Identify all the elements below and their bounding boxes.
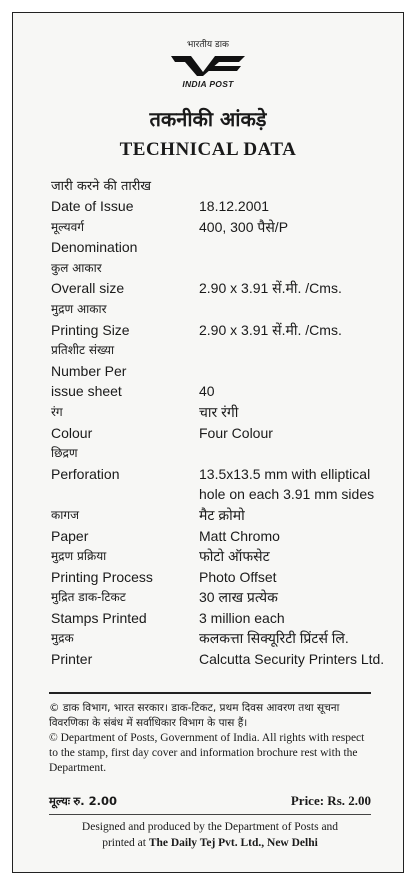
row-label: रंग: [51, 404, 63, 419]
data-row: [51, 443, 411, 464]
row-label: प्रतिशीट संख्या: [51, 343, 115, 358]
data-row: [51, 340, 411, 361]
row-label: Stamps Printed: [51, 609, 147, 626]
issue-date-hindi-label: जारी करने की तारीख: [51, 179, 152, 194]
row-label: कुल आकार: [51, 260, 102, 275]
india-post-logo: [13, 37, 403, 89]
row-label: मूल्यवर्ग: [51, 219, 85, 234]
row-label: मुद्रण आकार: [51, 301, 107, 316]
credits-footer: [49, 819, 371, 851]
row-value: Calcutta Security Printers Ltd.: [199, 651, 385, 668]
data-row: [51, 567, 411, 588]
price-hindi-value: रु. 2.00: [73, 794, 118, 808]
row-value: चार रंगी: [199, 403, 239, 420]
data-row: [51, 423, 411, 444]
row-label: Printing Process: [51, 568, 153, 585]
data-row: [51, 361, 411, 382]
data-row: [51, 196, 411, 217]
row-label: मुद्रक: [51, 631, 74, 646]
printer-name: The Daily Tej Pvt. Ltd., New Delhi: [148, 837, 318, 849]
price-hindi: [49, 793, 117, 809]
row-value: 18.12.2001: [199, 198, 270, 214]
price-english: Price: Rs. 2.00: [290, 793, 371, 808]
data-row: [51, 299, 411, 320]
row-label: Printer: [51, 651, 93, 668]
copyright-notes: [49, 701, 371, 776]
row-value: 2.90 x 3.91 सें.मी. /Cms.: [199, 280, 342, 297]
page-title: TECHNICAL DATA: [119, 139, 297, 160]
copyright-english: © Department of Posts, Government of India. All rights with respect to the stamp, first day cover and information brochure rest with the Department.: [49, 732, 365, 774]
row-value: फोटो ऑफसेट: [199, 548, 270, 565]
row-label: मुद्रण प्रक्रिया: [51, 549, 107, 564]
row-value: मैट क्रोमो: [199, 506, 245, 523]
logo-text: INDIA POST: [182, 79, 234, 89]
row-value: hole on each 3.91 mm sides: [199, 486, 375, 503]
row-value: 13.5x13.5 mm with elliptical: [199, 465, 371, 482]
row-value: 30 लाख प्रत्येक: [199, 589, 278, 606]
data-row: [51, 587, 411, 608]
data-row: [51, 381, 411, 402]
credits-line-2: printed at The Daily Tej Pvt. Ltd., New Delhi: [102, 837, 318, 849]
data-row: [51, 402, 411, 423]
data-row: [51, 608, 411, 629]
row-label: कागज: [51, 507, 79, 522]
row-label: Number Per: [51, 362, 127, 379]
footer-divider: [49, 814, 371, 815]
data-row: [51, 546, 411, 567]
data-row: [51, 258, 411, 279]
copyright-hindi: © डाक विभाग, भारत सरकार। डाक-टिकट, प्रथम दिवस आवरण तथा सूचना विवरणिका के संबंध में सर्वाधिकार विभाग के पास हैं।: [49, 702, 340, 729]
row-value: 40: [199, 383, 215, 400]
data-row: [51, 278, 411, 299]
data-row: [51, 649, 411, 670]
data-row: [51, 628, 411, 649]
credits-line-1: Designed and produced by the Department of Posts and: [81, 821, 339, 833]
data-row: [51, 505, 411, 526]
row-value: Four Colour: [199, 424, 273, 441]
row-label: Date of Issue: [51, 198, 134, 214]
data-row: [51, 237, 411, 258]
data-row: [51, 320, 411, 341]
row-label: छिद्रण: [51, 446, 78, 461]
row-value: Photo Offset: [199, 568, 277, 585]
price-hindi-label: मूल्यः: [49, 794, 71, 808]
row-label: Printing Size: [51, 321, 130, 338]
row-label: Overall size: [51, 280, 125, 297]
row-value: Matt Chromo: [199, 527, 280, 544]
row-label: मुद्रित डाक-टिकट: [51, 590, 126, 605]
data-row: [51, 526, 411, 547]
price-row: [49, 793, 371, 811]
row-label: issue sheet: [51, 383, 122, 400]
data-row: [51, 464, 411, 485]
row-value: 2.90 x 3.91 सें.मी. /Cms.: [199, 321, 342, 338]
india-post-emblem-icon: [169, 52, 247, 78]
data-row: [51, 484, 411, 505]
row-label: Colour: [51, 424, 93, 441]
row-label: Perforation: [51, 465, 120, 482]
row-value: कलकत्ता सिक्यूरिटी प्रिंटर्स लि.: [199, 630, 349, 647]
technical-data-table: [51, 196, 411, 670]
row-label: Paper: [51, 527, 89, 544]
row-value: 3 million each: [199, 609, 285, 626]
data-row: [51, 217, 411, 238]
row-value: 400, 300 पैसे/P: [199, 218, 289, 235]
logo-hindi-text: भारतीय डाक: [187, 40, 229, 50]
brochure-page: [12, 12, 404, 873]
page-title-hindi: तकनीकी आंकड़े: [149, 107, 267, 131]
row-label: Denomination: [51, 239, 138, 256]
section-divider: [49, 692, 371, 694]
